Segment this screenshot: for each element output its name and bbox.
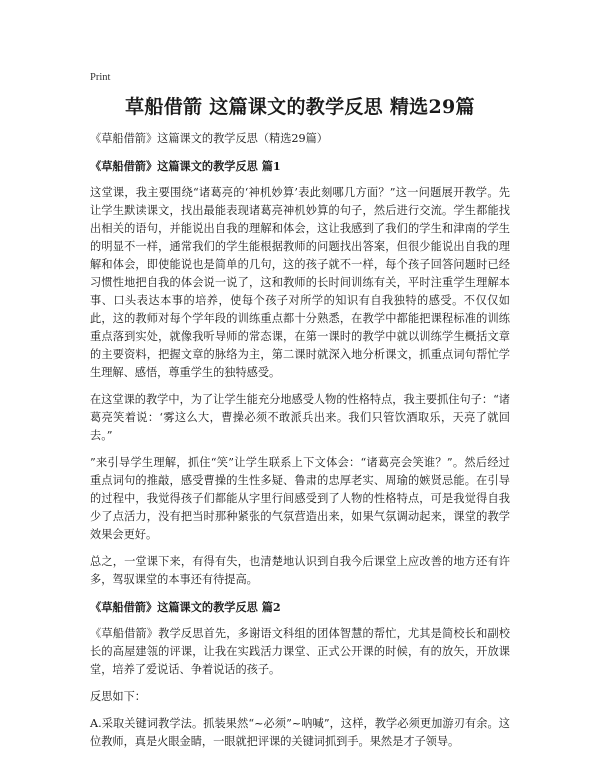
document-subtitle: 《草船借箭》这篇课文的教学反思（精选29篇）: [90, 132, 328, 145]
document-title: 草船借箭 这篇课文的教学反思 精选29篇: [125, 96, 475, 118]
section-2-heading: 《草船借箭》这篇课文的教学反思 篇2: [90, 600, 281, 614]
paragraph: 在这堂课的教学中，为了让学生能充分地感受人物的性格特点，我主要抓住句子：“诸葛亮笑着说：‘雾这么大，曹操必须不敢派兵出来。我们只管饮酒取乐，天亮了就回去。”: [90, 393, 510, 442]
paragraph: 《草船借箭》教学反思首先，多谢语文科组的团体智慧的帮忙，尤其是简校长和副校长的高屋建瓴的评课，让我在实践活力课堂、正式公开课的时候，有的放矢，开放课堂，培养了爱说话、争着说话的孩子。: [90, 627, 510, 676]
print-label: Print: [90, 72, 111, 83]
paragraph: 总之，一堂课下来，有得有失，也清楚地认识到自我今后课堂上应改善的地方还有许多，驾驭课堂的本事还有待提高。: [90, 555, 510, 586]
paragraph: ”来引导学生理解，抓住“笑”让学生联系上下文体会：“诸葛亮会笑谁？”。然后经过重点词句的推敲，感受曹操的生性多疑、鲁肃的忠厚老实、周瑜的嫉贤忌能。在引导的过程中，我觉得孩子们都能从字里行间感受到了人物的性格特点，可是我觉得自我少了点活力，没有把当时那种紧张的气氛营造出来，如果气氛调动起来，课堂的教学效果会更好。: [90, 456, 510, 541]
paragraph: 这堂课，我主要围绕“诸葛亮的‘神机妙算’表此刻哪几方面？”这一问题展开教学。先让学生默读课文，找出最能表现诸葛亮神机妙算的句子，然后进行交流。学生都能找出相关的语句，并能说出自我的理解和体会，这让我感到了我们的学生和津南的学生的明显不一样，通常我们的学生能根据教师的问题找出答案，但很少能说出自我的理解和体会，即使能说也是简单的几句，这的孩子就不一样，每个孩子回答问题时已经习惯性地把自我的体会说一说了，这和教师的长时间训练有关，平时注重学生理解本事、口头表达本事的培养，使每个孩子对所学的知识有自我独特的感受。不仅仅如此，这的教师对每个学年段的训练重点都十分熟悉，在教学中都能把课程标准的训练重点落到实处，就像我听导师的常态课，在第一课时的教学中就以训练学生概括文章的主要资料，把握文章的脉络为主，第二课时就深入地分析课文，抓重点词句帮忙学生理解、感悟，尊重学生的独特感受。: [90, 186, 510, 379]
document-body: [90, 130, 510, 760]
paragraph: A.采取关键词教学法。抓装果然“~必须”~呐喊”，这样，教学必须更加游刃有余。这位教师，真是火眼金睛，一眼就把评课的关键词抓到手。果然是才子领导。: [90, 717, 510, 748]
section-1-heading: 《草船借箭》这篇课文的教学反思 篇1: [90, 159, 281, 173]
paragraph: 反思如下：: [90, 690, 146, 703]
